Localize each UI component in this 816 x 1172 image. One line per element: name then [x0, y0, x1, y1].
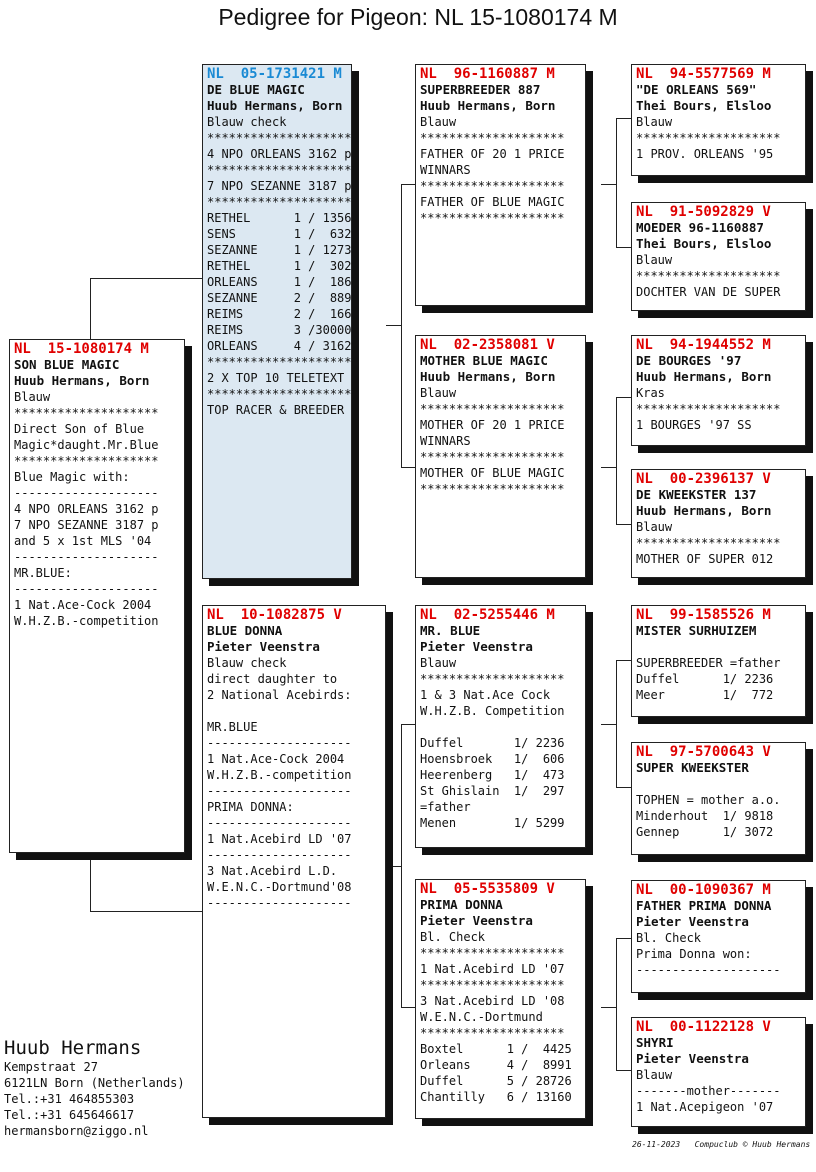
breeder-name: Huub Hermans, Born	[207, 98, 343, 113]
card-line: SEZANNE 1 / 1273	[207, 243, 352, 257]
card-line: ********************	[636, 536, 781, 550]
card-line	[207, 703, 381, 719]
connector-line	[90, 278, 91, 340]
card-line: SEZANNE 2 / 889	[207, 291, 352, 305]
card-line	[636, 776, 801, 792]
ring-number: NL 00-1122128 V	[636, 1019, 771, 1035]
pigeon-name: DE BLUE MAGIC	[207, 82, 305, 97]
pigeon-card-dam-dam-sire	[631, 880, 806, 993]
pigeon-name: DE KWEEKSTER 137	[636, 487, 757, 502]
connector-line	[616, 660, 617, 788]
card-line: ********************	[420, 482, 565, 496]
card-line: ********************	[420, 211, 565, 225]
page-title: Pedigree for Pigeon: NL 15-1080174 M	[218, 4, 618, 30]
owner-contact-line: Kempstraat 27	[4, 1060, 98, 1074]
card-line: 1 Nat.Acepigeon '07	[636, 1100, 774, 1114]
pigeon-name: DE BOURGES '97	[636, 353, 742, 368]
pigeon-name: SUPERBREEDER 887	[420, 82, 541, 97]
pigeon-card-dam-sire-sire	[631, 605, 806, 717]
pigeon-name: "DE ORLEANS 569"	[636, 82, 757, 97]
ring-number: NL 00-2396137 V	[636, 471, 771, 487]
ring-number: NL 00-1090367 M	[636, 882, 771, 898]
card-line: TOP RACER & BREEDER	[207, 403, 345, 417]
card-line: SUPERBREEDER =father	[636, 656, 781, 670]
connector-line	[616, 247, 632, 248]
pigeon-name: MOTHER BLUE MAGIC	[420, 353, 548, 368]
card-line: ********************	[420, 131, 565, 145]
connector-line	[616, 1070, 632, 1071]
card-line: 3 Nat.Acebird LD '08	[420, 994, 565, 1008]
card-line: 4 NPO ORLEANS 3162 p	[14, 502, 159, 516]
pigeon-name: SON BLUE MAGIC	[14, 357, 120, 372]
card-line: Bl. Check	[636, 931, 702, 945]
card-line: Duffel 1/ 2236	[636, 672, 774, 686]
ring-number: NL 05-1731421 M	[207, 66, 342, 82]
pigeon-name: PRIMA DONNA	[420, 897, 503, 912]
ring-number: NL 15-1080174 M	[14, 341, 149, 357]
breeder-name: Huub Hermans, Born	[14, 373, 150, 388]
connector-line	[601, 724, 616, 725]
card-line: Blauw	[14, 390, 51, 404]
card-line: Bl. Check	[420, 930, 486, 944]
ring-number: NL 91-5092829 V	[636, 204, 771, 220]
card-line: ********************	[420, 672, 565, 686]
connector-line	[616, 938, 632, 939]
card-line: 2 National Acebirds:	[207, 688, 352, 702]
connector-line	[90, 852, 91, 912]
card-line: --------------------	[207, 736, 352, 750]
card-line: St Ghislain 1/ 297	[420, 784, 565, 798]
card-line: ********************	[207, 163, 352, 177]
card-line: 1 Nat.Ace-Cock 2004	[207, 752, 345, 766]
card-line: --------------------	[14, 550, 159, 564]
ring-number: NL 94-5577569 M	[636, 66, 771, 82]
card-line: MR.BLUE	[207, 720, 258, 734]
card-line: Blauw check	[207, 656, 287, 670]
card-line: TOPHEN = mother a.o.	[636, 793, 781, 807]
card-line: FATHER OF 20 1 PRICE	[420, 147, 565, 161]
pigeon-card-sire-sire	[415, 64, 586, 306]
breeder-name: Pieter Veenstra	[420, 913, 533, 928]
ring-number: NL 99-1585526 M	[636, 607, 771, 623]
card-line: Boxtel 1 / 4425	[420, 1042, 572, 1056]
card-line: -------mother-------	[636, 1084, 781, 1098]
ring-number: NL 10-1082875 V	[207, 607, 342, 623]
card-line: Menen 1/ 5299	[420, 816, 565, 830]
card-line: DOCHTER VAN DE SUPER	[636, 285, 781, 299]
owner-name: Huub Hermans	[4, 1037, 142, 1059]
card-line	[636, 639, 801, 655]
pigeon-card-subject	[9, 339, 185, 853]
card-line: Blauw	[636, 253, 673, 267]
card-line: ********************	[420, 946, 565, 960]
card-line: MOTHER OF 20 1 PRICE	[420, 418, 565, 432]
card-line: Kras	[636, 386, 665, 400]
connector-line	[616, 524, 632, 525]
owner-contact-line: hermansborn@ziggo.nl	[4, 1124, 149, 1138]
connector-line	[386, 325, 401, 326]
breeder-name: Pieter Veenstra	[636, 914, 749, 929]
card-line: Duffel 5 / 28726	[420, 1074, 572, 1088]
ring-number: NL 96-1160887 M	[420, 66, 555, 82]
card-line: ********************	[420, 450, 565, 464]
connector-line	[616, 397, 632, 398]
pigeon-name: FATHER PRIMA DONNA	[636, 898, 772, 913]
card-line: --------------------	[207, 896, 352, 910]
connector-line	[616, 118, 617, 248]
pigeon-card-dam-sire	[415, 605, 586, 848]
connector-line	[616, 938, 617, 1071]
card-line: WINNARS	[420, 163, 471, 177]
card-line: ********************	[207, 195, 352, 209]
card-line: MOTHER OF SUPER 012	[636, 552, 774, 566]
pigeon-card-dam	[202, 605, 386, 1118]
pigeon-card-sire	[202, 64, 352, 579]
card-line: 3 Nat.Acebird L.D.	[207, 864, 338, 878]
card-line: ********************	[420, 1026, 565, 1040]
card-line: FATHER OF BLUE MAGIC	[420, 195, 565, 209]
card-line: 1 BOURGES '97 SS	[636, 418, 752, 432]
connector-line	[401, 724, 402, 1008]
ring-number: NL 97-5700643 V	[636, 744, 771, 760]
owner-block	[4, 1037, 185, 1139]
card-line: --------------------	[636, 963, 781, 977]
breeder-name: Pieter Veenstra	[636, 1051, 749, 1066]
connector-line	[401, 184, 402, 468]
connector-line	[616, 118, 632, 119]
card-line: 2 X TOP 10 TELETEXT	[207, 371, 345, 385]
card-line: ********************	[14, 406, 159, 420]
footer-credit: 26-11-2023 Compuclub © Huub Hermans	[632, 1140, 811, 1149]
card-line: ********************	[14, 454, 159, 468]
card-line: --------------------	[207, 784, 352, 798]
breeder-name: Huub Hermans, Born	[636, 503, 772, 518]
breeder-name: Huub Hermans, Born	[420, 98, 556, 113]
connector-line	[601, 184, 616, 185]
card-line: --------------------	[14, 582, 159, 596]
breeder-name: Thei Bours, Elsloo	[636, 236, 772, 251]
card-line: Meer 1/ 772	[636, 688, 774, 702]
card-line: Blauw	[420, 656, 457, 670]
card-line: W.E.N.C.-Dortmund	[420, 1010, 543, 1024]
breeder-name: Huub Hermans, Born	[636, 369, 772, 384]
card-line: ********************	[420, 179, 565, 193]
connector-line	[616, 787, 632, 788]
card-line: direct daughter to	[207, 672, 338, 686]
pigeon-name: MOEDER 96-1160887	[636, 220, 764, 235]
connector-line	[90, 911, 204, 912]
pigeon-card-sire-sire-dam	[631, 202, 806, 311]
pigeon-name: MISTER SURHUIZEM	[636, 623, 757, 638]
pigeon-card-sire-dam-dam	[631, 469, 806, 578]
card-line: Heerenberg 1/ 473	[420, 768, 565, 782]
card-line: 1 Nat.Acebird LD '07	[207, 832, 352, 846]
card-line: Minderhout 1/ 9818	[636, 809, 774, 823]
card-line: W.H.Z.B.-competition	[207, 768, 352, 782]
card-line: ********************	[420, 402, 565, 416]
card-line: Blauw check	[207, 115, 287, 129]
card-line: 4 NPO ORLEANS 3162 p	[207, 147, 352, 161]
connector-line	[401, 724, 416, 725]
card-line: SENS 1 / 632	[207, 227, 352, 241]
owner-contact-line: Tel.:+31 464855303	[4, 1092, 135, 1106]
card-line: MOTHER OF BLUE MAGIC	[420, 466, 565, 480]
pigeon-name: MR. BLUE	[420, 623, 481, 638]
card-line: PRIMA DONNA:	[207, 800, 294, 814]
card-line: Prima Donna won:	[636, 947, 752, 961]
card-line: REIMS 3 /30000	[207, 323, 352, 337]
card-line: --------------------	[207, 816, 352, 830]
pigeon-name: SUPER KWEEKSTER	[636, 760, 749, 775]
card-line: WINNARS	[420, 434, 471, 448]
pigeon-card-sire-dam-sire	[631, 335, 806, 446]
card-line: W.H.Z.B. Competition	[420, 704, 565, 718]
connector-line	[616, 660, 632, 661]
card-line: Blauw	[636, 520, 673, 534]
card-line: ORLEANS 1 / 186	[207, 275, 352, 289]
pigeon-name: BLUE DONNA	[207, 623, 283, 638]
breeder-name: Pieter Veenstra	[207, 639, 320, 654]
card-line: ********************	[636, 131, 781, 145]
card-line: Magic*daught.Mr.Blue	[14, 438, 159, 452]
connector-line	[90, 278, 204, 279]
card-line: ********************	[636, 269, 781, 283]
breeder-name: Huub Hermans, Born	[420, 369, 556, 384]
card-line: Gennep 1/ 3072	[636, 825, 774, 839]
card-line: ORLEANS 4 / 3162	[207, 339, 352, 353]
card-line: ********************	[207, 355, 352, 369]
pigeon-card-dam-dam	[415, 879, 586, 1119]
ring-number: NL 02-5255446 M	[420, 607, 555, 623]
card-line: --------------------	[14, 486, 159, 500]
connector-line	[401, 467, 416, 468]
card-line: ********************	[207, 131, 352, 145]
pigeon-card-dam-dam-dam	[631, 1017, 806, 1127]
card-line: and 5 x 1st MLS '04	[14, 534, 152, 548]
breeder-name: Pieter Veenstra	[420, 639, 533, 654]
connector-line	[386, 866, 401, 867]
card-line: ********************	[207, 387, 352, 401]
card-line: W.H.Z.B.-competition	[14, 614, 159, 628]
card-line: Direct Son of Blue	[14, 422, 145, 436]
card-line: Blue Magic with:	[14, 470, 130, 484]
connector-line	[401, 184, 416, 185]
pigeon-name: SHYRI	[636, 1035, 674, 1050]
card-line: Hoensbroek 1/ 606	[420, 752, 565, 766]
ring-number: NL 94-1944552 M	[636, 337, 771, 353]
card-line: 7 NPO SEZANNE 3187 p	[14, 518, 159, 532]
card-line: W.E.N.C.-Dortmund'08	[207, 880, 352, 894]
owner-contact-line: 6121LN Born (Netherlands)	[4, 1076, 185, 1090]
card-line: Blauw	[420, 386, 457, 400]
card-line: ********************	[420, 978, 565, 992]
card-line: 1 PROV. ORLEANS '95	[636, 147, 774, 161]
ring-number: NL 02-2358081 V	[420, 337, 555, 353]
card-line: 1 Nat.Ace-Cock 2004	[14, 598, 152, 612]
card-line: Duffel 1/ 2236	[420, 736, 565, 750]
ring-number: NL 05-5535809 V	[420, 881, 555, 897]
card-line: Orleans 4 / 8991	[420, 1058, 572, 1072]
connector-line	[601, 467, 616, 468]
pigeon-card-dam-sire-dam	[631, 742, 806, 855]
card-line: 1 & 3 Nat.Ace Cock	[420, 688, 551, 702]
card-line: RETHEL 1 / 1356	[207, 211, 352, 225]
pigeon-card-sire-sire-sire	[631, 64, 806, 176]
card-line: --------------------	[207, 848, 352, 862]
connector-line	[601, 1007, 616, 1008]
card-line: ********************	[636, 402, 781, 416]
card-line: Chantilly 6 / 13160	[420, 1090, 572, 1104]
card-line: 7 NPO SEZANNE 3187 p	[207, 179, 352, 193]
connector-line	[401, 1007, 416, 1008]
card-line: REIMS 2 / 166	[207, 307, 352, 321]
card-line: =father	[420, 800, 471, 814]
owner-contact-line: Tel.:+31 645646617	[4, 1108, 135, 1122]
card-line: MR.BLUE:	[14, 566, 72, 580]
card-line: 1 Nat.Acebird LD '07	[420, 962, 565, 976]
card-line	[420, 719, 581, 735]
pigeon-card-sire-dam	[415, 335, 586, 578]
card-line: Blauw	[420, 115, 457, 129]
card-line: RETHEL 1 / 302	[207, 259, 352, 273]
breeder-name: Thei Bours, Elsloo	[636, 98, 772, 113]
card-line: Blauw	[636, 115, 673, 129]
connector-line	[616, 397, 617, 525]
card-line: Blauw	[636, 1068, 673, 1082]
